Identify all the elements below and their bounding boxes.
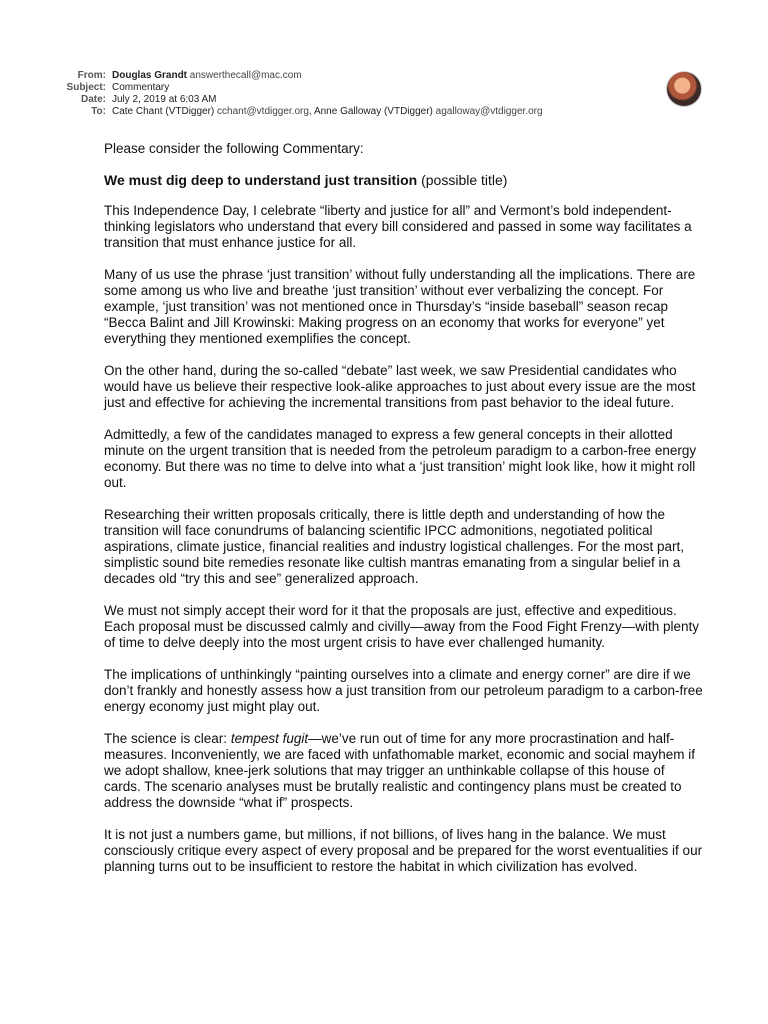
from-label: From: [77, 70, 106, 81]
paragraph: We must not simply accept their word for it that the proposals are just, effective and expeditious. Each proposal must be discussed calmly and civilly—away from the Food Fight Frenzy—with plenty of time to delve deeply into the most urgent crisis to have ever challenged humanity. [104, 603, 699, 650]
to-row [0, 106, 768, 118]
science-paragraph [104, 731, 704, 811]
paragraph: The implications of unthinkingly “painting ourselves into a climate and energy corner” are dire if we don’t frankly and honestly assess how a just transition from our petroleum paradigm to a carbon-free energy economy just might play out. [104, 667, 703, 714]
email-header [0, 70, 768, 118]
paragraph: On the other hand, during the so-called “debate” last week, we saw Presidential candidates who would have us believe their respective look-alike approaches to just about every issue are the most just and effective for achieving the incremental transitions from past behavior to the ideal future. [104, 363, 696, 410]
recipient-2-email[interactable]: agalloway@vtdigger.org [435, 106, 543, 117]
date-label: Date: [80, 94, 106, 105]
subject-row [0, 82, 768, 94]
sender-email[interactable]: answerthecall@mac.com [189, 70, 302, 81]
subject-value: Commentary [112, 82, 170, 93]
paragraph: Many of us use the phrase ‘just transition’ without fully understanding all the implications. There are some among us who live and breathe ‘just transition’ without ever verbalizing the concept. For example, ‘just transition’ was not mentioned once in Thursday’s “inside baseball” season recap “Becca Balint and Jill Krowinski: Making progress on an economy that works for everyone” yet everything they mentioned exemplifies the concept. [104, 267, 696, 346]
recipient-1-email[interactable]: cchant@vtdigger.org, [217, 106, 312, 117]
intro-line: Please consider the following Commentary: [104, 141, 364, 156]
sender-avatar [666, 71, 702, 107]
paragraph: Researching their written proposals critically, there is little depth and understanding of how the transition will face conundrums of balancing scientific IPCC admonitions, negotiated political aspirations, climate justice, financial realities and industry logistical challenges. For the most part, simplistic sound bite remedies resonate like cultish mantras emanating from a singular belief in a decades old “try this and see” generalized approach. [104, 507, 685, 586]
science-lead: The science is clear: [104, 731, 231, 746]
date-value: July 2, 2019 at 6:03 AM [112, 94, 217, 105]
paragraph: Admittedly, a few of the candidates managed to express a few general concepts in their allotted minute on the urgent transition that is needed from the petroleum paradigm to a carbon-free energy economy. But there was no time to delve into what a ‘just transition’ might look like, how it might roll out. [104, 427, 697, 490]
paragraph: This Independence Day, I celebrate “liberty and justice for all” and Vermont’s bold independent-thinking legislators who understand that every bill considered and passed in some way facilitates a transition that must enhance justice for all. [104, 203, 692, 250]
science-rest: —we’ve run out of time for any more procrastination and half-measures. Inconveniently, we are faced with unfathomable market, economic and social mayhem if we adopt shallow, knee-jerk solutions that may trigger an unthinkable collapse of this house of cards. The scenario analyses must be brutally realistic and contingency plans must be created to address the downside “what if” prospects. [104, 731, 696, 810]
recipient-2-name[interactable]: Anne Galloway (VTDigger) [313, 106, 433, 117]
date-row [0, 94, 768, 106]
title-note: (possible title) [417, 172, 508, 188]
science-italic: tempest fugit [230, 731, 309, 746]
recipient-1-name[interactable]: Cate Chant (VTDigger) [112, 106, 215, 117]
email-body [104, 141, 704, 891]
sender-name[interactable]: Douglas Grandt [112, 70, 188, 81]
from-row [0, 70, 768, 82]
closing-paragraph: It is not just a numbers game, but millions, if not billions, of lives hang in the balance. We must consciously critique every aspect of every proposal and be prepared for the worst eventualities if our planning turns out to be insufficient to restore the habitat in which civilization has evolved. [104, 827, 703, 874]
commentary-title [104, 172, 704, 188]
to-label: To: [91, 106, 106, 117]
subject-label: Subject: [66, 82, 106, 93]
title-text: We must dig deep to understand just transition [104, 172, 418, 188]
